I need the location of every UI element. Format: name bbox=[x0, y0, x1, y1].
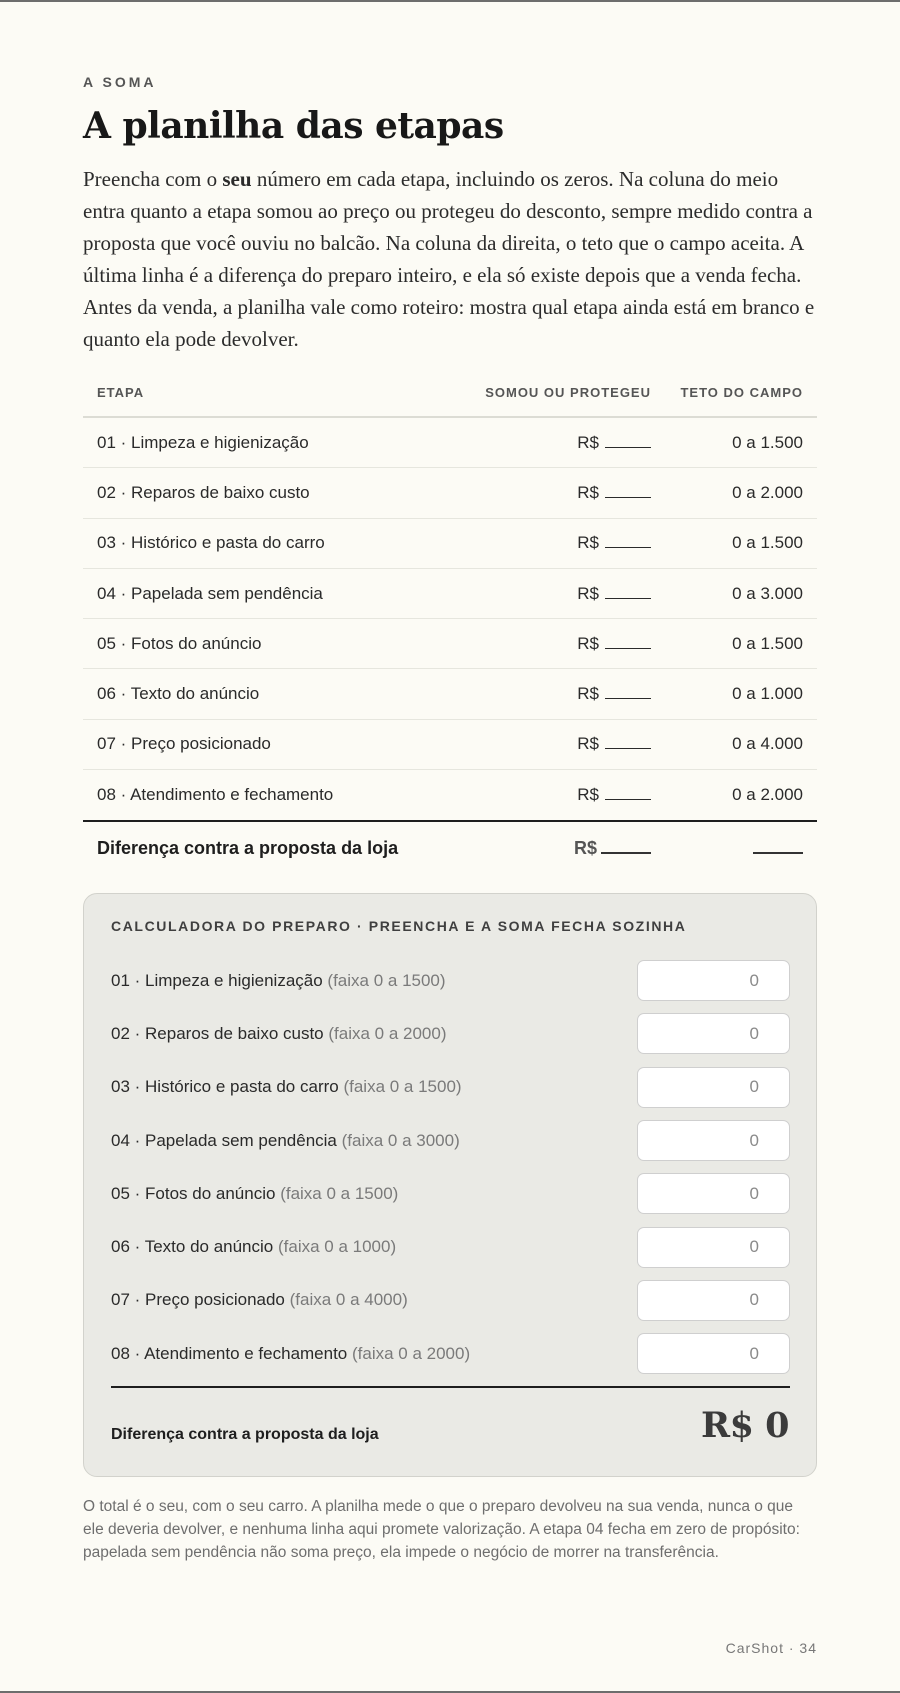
table-row bbox=[83, 569, 817, 619]
stage-range: (faixa 0 a 1000) bbox=[277, 1237, 397, 1257]
calculator-row bbox=[111, 1114, 790, 1167]
footer-ceiling bbox=[651, 838, 817, 859]
stage-range: (faixa 0 a 1500) bbox=[280, 1183, 399, 1203]
row-ceiling: 0 a 3.000 bbox=[732, 583, 803, 603]
row-stage: 08 · Atendimento e fechamento bbox=[97, 785, 334, 805]
blank-line bbox=[605, 434, 651, 448]
row-added bbox=[431, 734, 651, 754]
intro-paragraph bbox=[83, 163, 817, 355]
calculator-row bbox=[111, 1220, 790, 1273]
row-ceiling: 0 a 1.000 bbox=[732, 684, 803, 704]
stage-name: 08 · Atendimento e fechamento bbox=[111, 1343, 348, 1363]
stage-amount-input[interactable] bbox=[637, 1173, 790, 1214]
row-ceiling: 0 a 4.000 bbox=[732, 734, 803, 754]
blank-line bbox=[605, 534, 651, 548]
stage-range: (faixa 0 a 2000) bbox=[352, 1343, 471, 1363]
footer-label: Diferença contra a proposta da loja bbox=[97, 837, 399, 858]
row-ceiling: 0 a 2.000 bbox=[732, 785, 803, 805]
footer-added bbox=[431, 838, 651, 859]
row-stage: 02 · Reparos de baixo custo bbox=[97, 482, 310, 502]
stage-amount-input[interactable] bbox=[637, 1227, 790, 1268]
stage-range: (faixa 0 a 1500) bbox=[343, 1077, 462, 1097]
stage-range: (faixa 0 a 4000) bbox=[289, 1290, 408, 1310]
currency: R$ bbox=[577, 482, 599, 502]
row-stage: 01 · Limpeza e higienização bbox=[97, 432, 309, 452]
row-stage: 06 · Texto do anúncio bbox=[97, 684, 260, 704]
section-eyebrow: A SOMA bbox=[83, 74, 157, 90]
stage-name: 03 · Histórico e pasta do carro bbox=[111, 1077, 339, 1097]
stage-name: 06 · Texto do anúncio bbox=[111, 1237, 274, 1257]
row-added bbox=[431, 584, 651, 604]
calculator-divider bbox=[111, 1386, 790, 1388]
header-ceiling: TETO DO CAMPO bbox=[680, 384, 803, 400]
calculator-row-label bbox=[111, 1184, 398, 1204]
page-footer: CarShot · 34 bbox=[725, 1640, 817, 1656]
stage-range: (faixa 0 a 3000) bbox=[341, 1130, 460, 1150]
currency: R$ bbox=[573, 837, 597, 858]
calculator-heading: CALCULADORA DO PREPARO · PREENCHA E A SOMA FECHA SOZINHA bbox=[111, 918, 687, 934]
currency: R$ bbox=[577, 432, 599, 452]
currency: R$ bbox=[577, 684, 599, 704]
table-row bbox=[83, 468, 817, 518]
calculator-row bbox=[111, 1061, 790, 1114]
calculator-row bbox=[111, 954, 790, 1007]
calculator-total-label: Diferença contra a proposta da loja bbox=[111, 1426, 379, 1443]
currency: R$ bbox=[577, 734, 599, 754]
calculator-rows bbox=[111, 954, 790, 1380]
calculator-row bbox=[111, 1007, 790, 1060]
blank-line bbox=[605, 585, 651, 599]
stage-name: 01 · Limpeza e higienização bbox=[111, 970, 323, 990]
row-ceiling: 0 a 1.500 bbox=[732, 533, 803, 553]
header-stage: ETAPA bbox=[97, 384, 145, 400]
blank-line bbox=[605, 786, 651, 800]
stage-name: 05 · Fotos do anúncio bbox=[111, 1183, 276, 1203]
calculator-row-label bbox=[111, 1131, 460, 1151]
stage-amount-input[interactable] bbox=[637, 1280, 790, 1321]
blank-line bbox=[605, 635, 651, 649]
stage-amount-input[interactable] bbox=[637, 1067, 790, 1108]
row-added bbox=[431, 684, 651, 704]
row-added bbox=[431, 433, 651, 453]
stage-range: (faixa 0 a 2000) bbox=[328, 1023, 447, 1043]
table-row bbox=[83, 770, 817, 820]
row-ceiling: 0 a 2.000 bbox=[732, 482, 803, 502]
intro-text-2: número em cada etapa, incluindo os zeros. Na coluna do meio entra quanto a etapa somou ao preço ou protegeu do desconto, sempre medido contra a proposta que você ouviu no balcão. Na coluna da direita, o teto que o campo aceita. A última linha é a diferença do preparo inteiro, e ela só existe depois que a venda fecha. Antes da venda, a planilha vale como roteiro: mostra qual etapa ainda está em branco e quanto ela pode devolver. bbox=[83, 167, 815, 351]
intro-text-1: Preencha com o bbox=[83, 167, 223, 191]
row-ceiling: 0 a 1.500 bbox=[732, 633, 803, 653]
stage-amount-input[interactable] bbox=[637, 960, 790, 1001]
row-stage: 05 · Fotos do anúncio bbox=[97, 633, 262, 653]
stage-range: (faixa 0 a 1500) bbox=[327, 970, 446, 990]
row-stage: 07 · Preço posicionado bbox=[97, 734, 271, 754]
calculator-row-label bbox=[111, 1077, 462, 1097]
row-ceiling: 0 a 1.500 bbox=[732, 432, 803, 452]
row-added bbox=[431, 634, 651, 654]
stage-name: 07 · Preço posicionado bbox=[111, 1290, 285, 1310]
blank-line bbox=[753, 840, 803, 854]
calculator-row-label bbox=[111, 1024, 447, 1044]
header-added: SOMOU OU PROTEGEU bbox=[485, 384, 651, 400]
stage-amount-input[interactable] bbox=[637, 1120, 790, 1161]
table-footer bbox=[83, 820, 817, 874]
table-body bbox=[83, 418, 817, 820]
row-added bbox=[431, 533, 651, 553]
stage-name: 04 · Papelada sem pendência bbox=[111, 1130, 337, 1150]
table-header bbox=[83, 368, 817, 418]
row-added bbox=[431, 785, 651, 805]
currency: R$ bbox=[577, 785, 599, 805]
table-row bbox=[83, 418, 817, 468]
calculator-row-label bbox=[111, 1344, 470, 1364]
blank-line bbox=[601, 840, 651, 854]
stage-name: 02 · Reparos de baixo custo bbox=[111, 1023, 324, 1043]
page-title: A planilha das etapas bbox=[83, 105, 504, 147]
row-stage: 03 · Histórico e pasta do carro bbox=[97, 533, 325, 553]
calculator-row-label bbox=[111, 971, 446, 991]
stage-amount-input[interactable] bbox=[637, 1333, 790, 1374]
row-stage: 04 · Papelada sem pendência bbox=[97, 583, 323, 603]
table-row bbox=[83, 519, 817, 569]
currency: R$ bbox=[577, 583, 599, 603]
calculator-row-label bbox=[111, 1290, 408, 1310]
row-added bbox=[431, 483, 651, 503]
calculator-row bbox=[111, 1274, 790, 1327]
stage-amount-input[interactable] bbox=[637, 1013, 790, 1054]
currency: R$ bbox=[577, 633, 599, 653]
blank-line bbox=[605, 484, 651, 498]
blank-line bbox=[605, 685, 651, 699]
footnote: O total é o seu, com o seu carro. A planilha mede o que o preparo devolveu na sua venda, nunca o que ele deveria devolver, e nenhuma linha aqui promete valorização. A etapa 04 fecha em zero de propósito: papelada sem pendência não soma preço, ela impede o negócio de morrer na transferência. bbox=[83, 1498, 800, 1561]
intro-bold: seu bbox=[222, 167, 252, 191]
calculator-panel bbox=[83, 893, 817, 1477]
stages-table bbox=[83, 368, 817, 874]
table-row bbox=[83, 720, 817, 770]
top-border bbox=[0, 0, 900, 2]
table-row bbox=[83, 619, 817, 669]
currency: R$ bbox=[577, 533, 599, 553]
calculator-row bbox=[111, 1327, 790, 1380]
table-row bbox=[83, 669, 817, 719]
calculator-row bbox=[111, 1167, 790, 1220]
calculator-row-label bbox=[111, 1237, 396, 1257]
calculator-total-value: R$ 0 bbox=[701, 1405, 789, 1446]
blank-line bbox=[605, 735, 651, 749]
